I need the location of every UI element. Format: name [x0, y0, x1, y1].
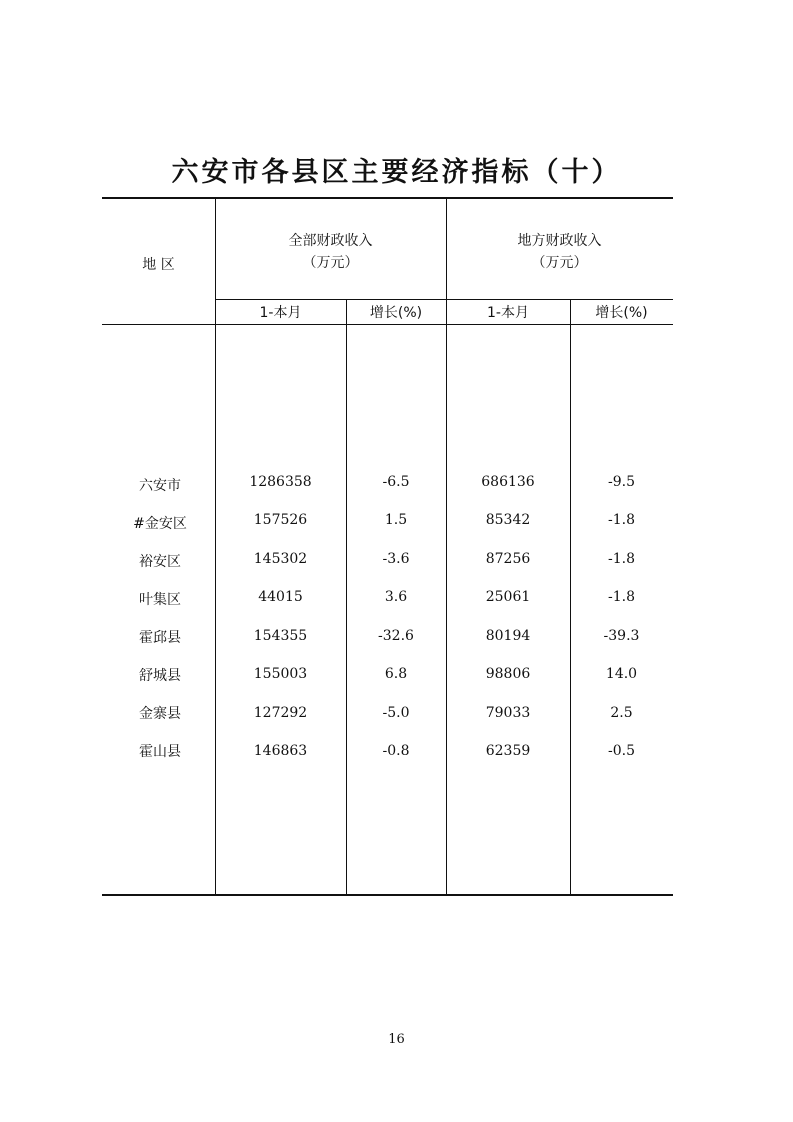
- local-revenue-value: 686136: [481, 474, 535, 490]
- local-revenue-value: 79033: [485, 705, 531, 721]
- total-revenue-growth: -3.6: [382, 551, 410, 567]
- local-revenue-value: 98806: [485, 666, 531, 682]
- total-revenue-growth: -0.8: [382, 743, 410, 759]
- subheader-local-growth: 增长(%): [595, 305, 648, 321]
- header-total-revenue-unit: （万元）: [302, 255, 359, 271]
- total-revenue-growth: -5.0: [382, 705, 410, 721]
- total-revenue-value: 145302: [253, 551, 308, 567]
- header-bottom-rule: [102, 324, 673, 325]
- header-local-revenue: [446, 230, 673, 274]
- region-name: 金寨县: [139, 706, 181, 722]
- total-revenue-growth: -6.5: [382, 474, 410, 490]
- table-bottom-rule: [102, 894, 673, 896]
- total-revenue-value: 157526: [253, 512, 308, 528]
- header-total-revenue-label: 全部财政收入: [288, 233, 373, 249]
- subheader-top-rule: [215, 299, 673, 300]
- header-region: 地 区: [142, 257, 175, 273]
- page-title: 六安市各县区主要经济指标（十）: [171, 157, 622, 188]
- total-revenue-value: 154355: [253, 628, 308, 644]
- total-revenue-growth: 6.8: [384, 666, 408, 682]
- region-name: 舒城县: [139, 668, 181, 684]
- local-revenue-growth: -9.5: [608, 474, 635, 490]
- table-top-rule: [102, 197, 673, 199]
- local-revenue-value: 87256: [485, 551, 531, 567]
- local-revenue-growth: 14.0: [605, 666, 638, 682]
- local-revenue-growth: -1.8: [608, 551, 635, 567]
- local-revenue-value: 25061: [485, 589, 531, 605]
- header-total-revenue: [215, 230, 446, 274]
- local-revenue-growth: -39.3: [603, 628, 640, 644]
- local-revenue-growth: -1.8: [608, 589, 635, 605]
- total-revenue-value: 146863: [253, 743, 308, 759]
- local-revenue-growth: -0.5: [608, 743, 635, 759]
- subheader-total-period: 1-本月: [259, 305, 302, 321]
- local-revenue-value: 80194: [485, 628, 531, 644]
- total-revenue-value: 1286358: [249, 474, 312, 490]
- header-local-revenue-label: 地方财政收入: [517, 233, 602, 249]
- region-name: 叶集区: [139, 592, 181, 608]
- page-number: 16: [388, 1032, 405, 1047]
- local-revenue-value: 62359: [485, 743, 531, 759]
- header-local-revenue-unit: （万元）: [531, 255, 588, 271]
- local-revenue-value: 85342: [485, 512, 531, 528]
- subheader-local-period: 1-本月: [487, 305, 529, 321]
- total-revenue-value: 155003: [253, 666, 308, 682]
- region-name: 六安市: [139, 478, 181, 494]
- subheader-total-growth: 增长(%): [369, 305, 423, 321]
- total-revenue-value: 44015: [258, 589, 303, 605]
- region-name: 霍山县: [139, 744, 181, 760]
- region-name: #金安区: [133, 516, 187, 532]
- local-revenue-growth: -1.8: [608, 512, 635, 528]
- total-revenue-growth: 1.5: [384, 512, 408, 528]
- region-name: 霍邱县: [139, 630, 181, 646]
- region-name: 裕安区: [139, 554, 181, 570]
- total-revenue-growth: -32.6: [378, 628, 414, 644]
- total-revenue-value: 127292: [253, 705, 308, 721]
- total-revenue-growth: 3.6: [384, 589, 408, 605]
- local-revenue-growth: 2.5: [610, 705, 633, 721]
